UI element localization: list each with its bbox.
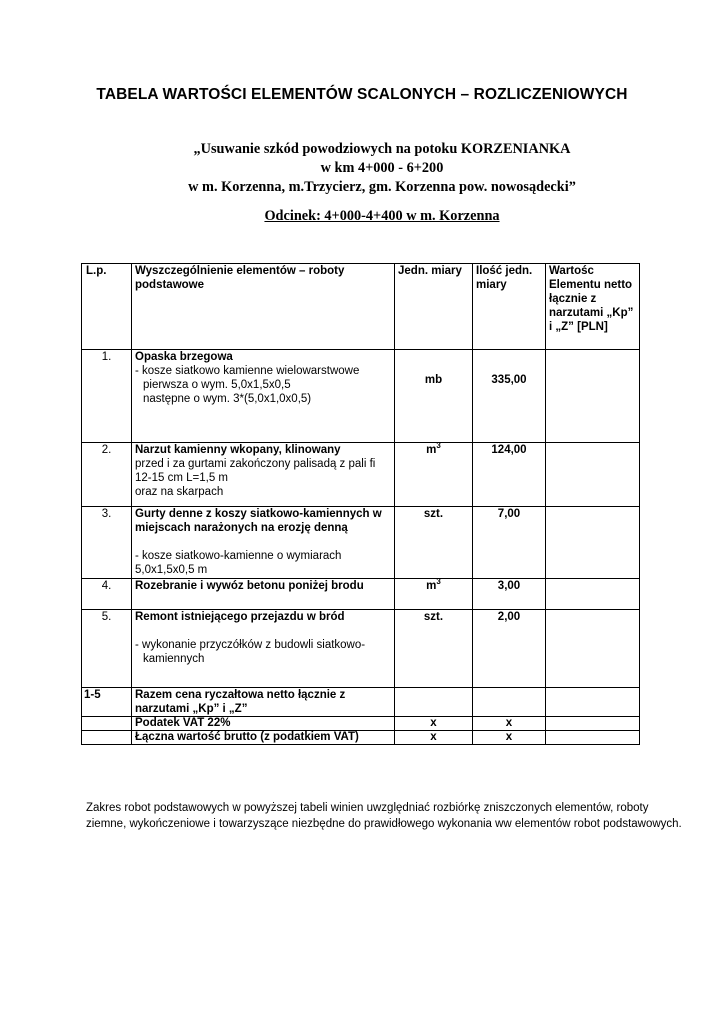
row-quantity: 7,00 <box>473 507 546 579</box>
row-detail: - kosze siatkowo-kamienne o wymiarach 5,0x1,5x0,5 m <box>135 550 342 576</box>
row-description <box>132 579 395 610</box>
row-quantity: 335,00 <box>473 350 546 443</box>
row-unit <box>395 443 473 507</box>
row-unit: szt. <box>395 507 473 579</box>
summary-lp <box>82 717 132 731</box>
row-lp: 1. <box>82 350 132 443</box>
row-detail: następne o wym. 3*(5,0x1,0x0,5) <box>143 393 312 405</box>
row-title: Narzut kamienny wkopany, klinowany <box>135 444 341 456</box>
row-detail: przed i za gurtami zakończony palisadą z pali fi 12-15 cm L=1,5 m <box>135 458 376 484</box>
row-quantity: 124,00 <box>473 443 546 507</box>
row-value <box>546 579 640 610</box>
section-heading: Odcinek: 4+000-4+400 w m. Korzenna <box>264 208 500 224</box>
header-value: Wartośc Elementu netto łącznie z narzutami „Kp” i „Z” [PLN] <box>546 264 640 350</box>
header-unit: Jedn. miary <box>395 264 473 350</box>
table-row <box>82 610 640 688</box>
summary-vat-label: Podatek VAT 22% <box>132 717 395 731</box>
row-value <box>546 350 640 443</box>
row-title: Rozebranie i wywóz betonu poniżej brodu <box>135 580 364 592</box>
table-row <box>82 443 640 507</box>
row-value <box>546 507 640 579</box>
subtitle-line-2: w km 4+000 - 6+200 <box>320 160 444 176</box>
summary-gross-label: Łączna wartość brutto (z podatkiem VAT) <box>132 731 395 745</box>
scope-note: Zakres robot podstawowych w powyższej tabeli winien uwzględniać rozbiórkę zniszczonych elementów, roboty ziemne, wykończeniowe i towarzyszące niezbędne do prawidłowego wykonania ww elementów robot podstawowych. <box>86 802 682 830</box>
row-value <box>546 443 640 507</box>
row-unit <box>395 579 473 610</box>
table-row <box>82 350 640 443</box>
row-title: Remont istniejącego przejazdu w bród <box>135 611 345 623</box>
row-lp: 3. <box>82 507 132 579</box>
document-title: TABELA WARTOŚCI ELEMENTÓW SCALONYCH – ROZLICZENIOWYCH <box>96 86 628 103</box>
unit-text: m <box>426 444 437 456</box>
summary-row-vat <box>82 717 640 731</box>
elements-table <box>81 263 640 745</box>
header-quantity: Ilość jedn. miary <box>473 264 546 350</box>
row-detail: kamiennych <box>143 653 205 665</box>
summary-value <box>546 688 640 717</box>
header-lp: L.p. <box>82 264 132 350</box>
row-quantity: 2,00 <box>473 610 546 688</box>
row-unit: mb <box>395 350 473 443</box>
row-detail: - kosze siatkowo kamienne wielowarstwowe <box>135 365 360 377</box>
unit-text: m <box>426 580 437 592</box>
header-description: Wyszczególnienie elementów – roboty podstawowe <box>132 264 395 350</box>
row-description <box>132 507 395 579</box>
table-header-row <box>82 264 640 350</box>
row-unit: szt. <box>395 610 473 688</box>
row-lp: 2. <box>82 443 132 507</box>
row-detail: pierwsza o wym. 5,0x1,5x0,5 <box>143 379 291 391</box>
summary-lp: 1-5 <box>82 688 132 717</box>
project-subtitle <box>0 140 724 197</box>
summary-lp <box>82 731 132 745</box>
summary-total-label: Razem cena ryczałtowa netto łącznie z narzutami „Kp” i „Z” <box>132 688 395 717</box>
subtitle-line-1: „Usuwanie szkód powodziowych na potoku KORZENIANKA <box>193 141 571 157</box>
row-quantity: 3,00 <box>473 579 546 610</box>
summary-unit-x: x <box>395 717 473 731</box>
summary-row-total <box>82 688 640 717</box>
summary-quantity <box>473 688 546 717</box>
summary-quantity-x: x <box>473 717 546 731</box>
unit-exponent: 3 <box>436 578 441 587</box>
spacer <box>135 535 391 549</box>
row-description <box>132 443 395 507</box>
summary-value <box>546 731 640 745</box>
row-value <box>546 610 640 688</box>
spacer <box>135 624 391 638</box>
summary-quantity-x: x <box>473 731 546 745</box>
table-row <box>82 507 640 579</box>
summary-row-gross <box>82 731 640 745</box>
summary-unit-x: x <box>395 731 473 745</box>
row-title: Opaska brzegowa <box>135 351 233 363</box>
row-lp: 5. <box>82 610 132 688</box>
row-lp: 4. <box>82 579 132 610</box>
summary-value <box>546 717 640 731</box>
row-title: Gurty denne z koszy siatkowo-kamiennych w miejscach narażonych na erozję denną <box>135 508 382 534</box>
row-detail: - wykonanie przyczółków z budowli siatkowo- <box>135 639 366 651</box>
subtitle-line-3: w m. Korzenna, m.Trzycierz, gm. Korzenna pow. nowosądecki” <box>188 179 576 195</box>
row-description <box>132 610 395 688</box>
summary-unit <box>395 688 473 717</box>
table-row <box>82 579 640 610</box>
unit-exponent: 3 <box>436 442 441 451</box>
row-detail: oraz na skarpach <box>135 486 224 498</box>
row-description <box>132 350 395 443</box>
